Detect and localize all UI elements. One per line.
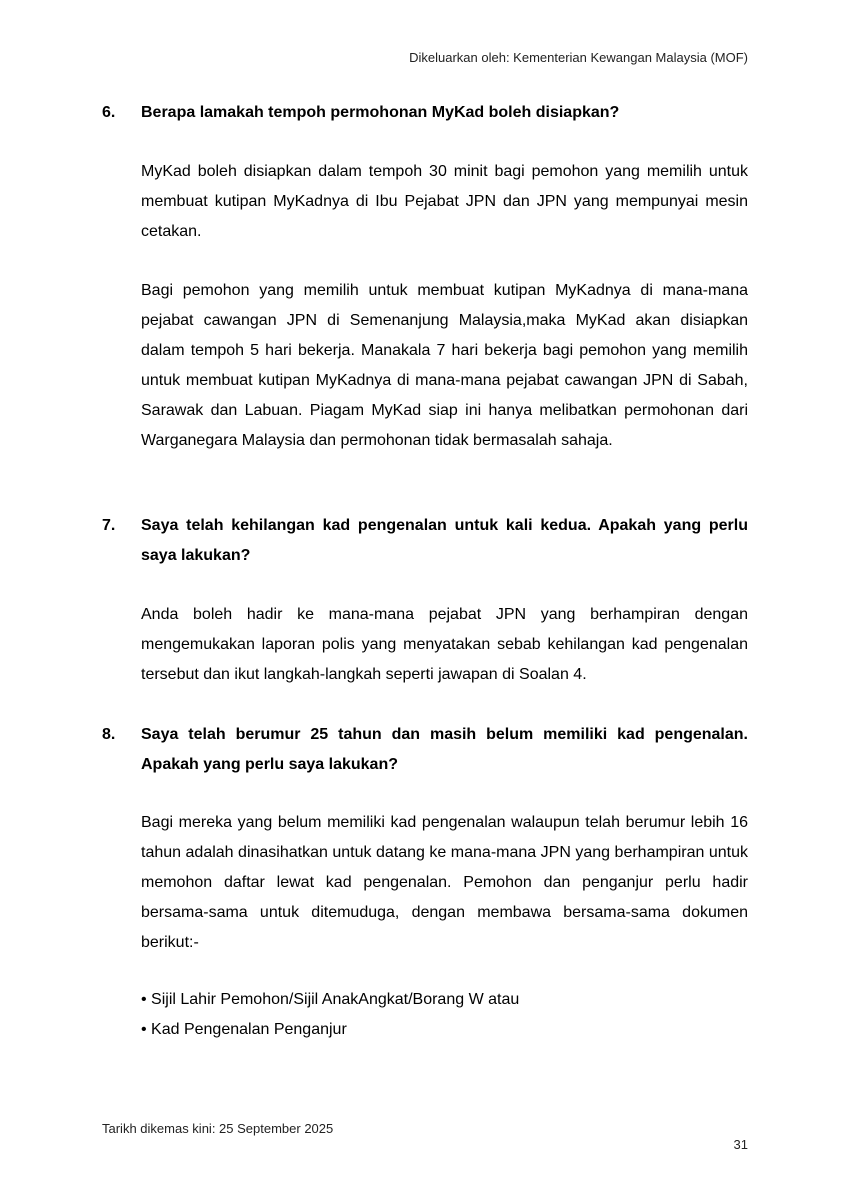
answer-6-paragraph-1: MyKad boleh disiapkan dalam tempoh 30 minit bagi pemohon yang memilih untuk membuat kutipan MyKadnya di Ibu Pejabat JPN dan JPN yang mempunyai mesin cetakan. xyxy=(141,163,748,240)
document-list xyxy=(141,985,748,1045)
question-number: 8. xyxy=(102,726,116,743)
question-7 xyxy=(102,511,748,571)
page-number: 31 xyxy=(733,1137,748,1152)
question-number: 6. xyxy=(102,104,116,121)
list-item: • Kad Pengenalan Penganjur xyxy=(141,1021,347,1038)
answer-7-paragraph-1: Anda boleh hadir ke mana-mana pejabat JPN yang berhampiran dengan mengemukakan laporan polis yang menyatakan sebab kehilangan kad pengenalan tersebut dan ikut langkah-langkah seperti jawapan di Soalan 4. xyxy=(141,606,748,683)
question-text: Saya telah berumur 25 tahun dan masih belum memiliki kad pengenalan. Apakah yang perlu saya lakukan? xyxy=(141,726,748,773)
question-number: 7. xyxy=(102,517,116,534)
answer-6-paragraph-2: Bagi pemohon yang memilih untuk membuat kutipan MyKadnya di mana-mana pejabat cawangan JPN di Semenanjung Malaysia,maka MyKad akan disiapkan dalam tempoh 5 hari bekerja. Manakala 7 hari bekerja bagi pemohon yang memilih untuk membuat kutipan MyKadnya di mana-mana pejabat cawangan JPN di Sabah, Sarawak dan Labuan. Piagam MyKad siap ini hanya melibatkan permohonan dari Warganegara Malaysia dan permohonan tidak bermasalah sahaja. xyxy=(141,282,748,449)
page-header: Dikeluarkan oleh: Kementerian Kewangan Malaysia (MOF) xyxy=(409,50,748,65)
list-item: • Sijil Lahir Pemohon/Sijil AnakAngkat/Borang W atau xyxy=(141,991,520,1008)
question-8 xyxy=(102,720,748,780)
answer-8-paragraph-1: Bagi mereka yang belum memiliki kad pengenalan walaupun telah berumur lebih 16 tahun adalah dinasihatkan untuk datang ke mana-mana JPN yang berhampiran untuk memohon daftar lewat kad pengenalan. Pemohon dan penganjur perlu hadir bersama-sama untuk ditemuduga, dengan membawa bersama-sama dokumen berikut:- xyxy=(141,814,748,951)
question-text: Saya telah kehilangan kad pengenalan untuk kali kedua. Apakah yang perlu saya lakukan? xyxy=(141,517,748,564)
question-text: Berapa lamakah tempoh permohonan MyKad boleh disiapkan? xyxy=(141,104,620,121)
updated-date: Tarikh dikemas kini: 25 September 2025 xyxy=(102,1121,334,1136)
question-6 xyxy=(102,98,748,128)
